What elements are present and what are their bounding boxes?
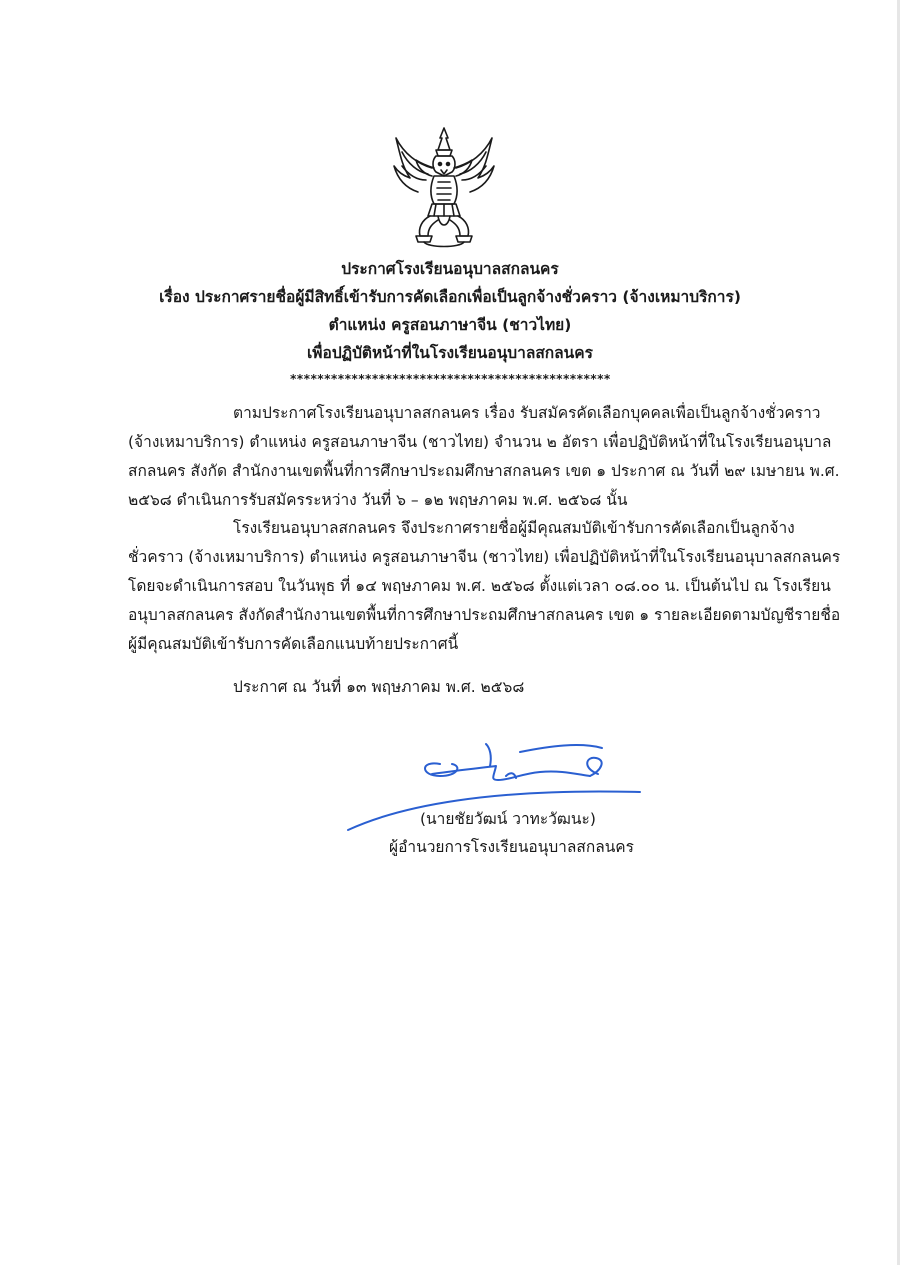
signer-name: (นายชัยวัฒน์ วาทะวัฒนะ) — [420, 810, 596, 828]
paragraph-2-line: โรงเรียนอนุบาลสกลนคร จึงประกาศรายชื่อผู้มีคุณสมบัติเข้ารับการคัดเลือกเป็นลูกจ้าง — [233, 519, 795, 537]
garuda-emblem-icon — [388, 124, 500, 252]
paragraph-1-line: (จ้างเหมาบริการ) ตำแหน่ง ครูสอนภาษาจีน (ชาวไทย) จำนวน ๒ อัตรา เพื่อปฏิบัติหน้าที่ในโรงเรียนอนุบาล — [128, 433, 832, 451]
announcement-date: ประกาศ ณ วันที่ ๑๓ พฤษภาคม พ.ศ. ๒๕๖๘ — [233, 678, 525, 696]
paragraph-1-line: ๒๕๖๘ ดำเนินการรับสมัครระหว่าง วันที่ ๖ – ๑๒ พฤษภาคม พ.ศ. ๒๕๖๘ นั้น — [128, 491, 628, 509]
announcement-title: ประกาศโรงเรียนอนุบาลสกลนคร — [341, 260, 559, 278]
separator-stars: *********************************************** — [289, 372, 611, 386]
paragraph-2-line: ผู้มีคุณสมบัติเข้ารับการคัดเลือกแนบท้ายประกาศนี้ — [128, 635, 459, 653]
paragraph-2-line: ชั่วคราว (จ้างเหมาบริการ) ตำแหน่ง ครูสอนภาษาจีน (ชาวไทย) เพื่อปฏิบัติหน้าที่ในโรงเรียนอนุบาลสกลนคร — [128, 548, 841, 566]
announcement-purpose: เพื่อปฏิบัติหน้าที่ในโรงเรียนอนุบาลสกลนคร — [307, 344, 593, 362]
paragraph-2-line: โดยจะดำเนินการสอบ ในวันพุธ ที่ ๑๔ พฤษภาคม พ.ศ. ๒๕๖๘ ตั้งแต่เวลา ๐๘.๐๐ น. เป็นต้นไป ณ โรงเรียน — [128, 577, 831, 595]
announcement-position: ตำแหน่ง ครูสอนภาษาจีน (ชาวไทย) — [328, 316, 572, 334]
paragraph-1-line: สกลนคร สังกัด สำนักงานเขตพื้นที่การศึกษาประถมศึกษาสกลนคร เขต ๑ ประกาศ ณ วันที่ ๒๙ เมษายน พ.ศ. — [128, 462, 840, 480]
paragraph-1-line: ตามประกาศโรงเรียนอนุบาลสกลนคร เรื่อง รับสมัครคัดเลือกบุคคลเพื่อเป็นลูกจ้างชั่วคราว — [233, 404, 821, 422]
paragraph-2-line: อนุบาลสกลนคร สังกัดสำนักงานเขตพื้นที่การศึกษาประถมศึกษาสกลนคร เขต ๑ รายละเอียดตามบัญชีรายชื่อ — [128, 606, 841, 624]
signer-position: ผู้อำนวยการโรงเรียนอนุบาลสกลนคร — [389, 838, 634, 856]
announcement-subject: เรื่อง ประกาศรายชื่อผู้มีสิทธิ์เข้ารับการคัดเลือกเพื่อเป็นลูกจ้างชั่วคราว (จ้างเหมาบริการ) — [159, 288, 741, 306]
